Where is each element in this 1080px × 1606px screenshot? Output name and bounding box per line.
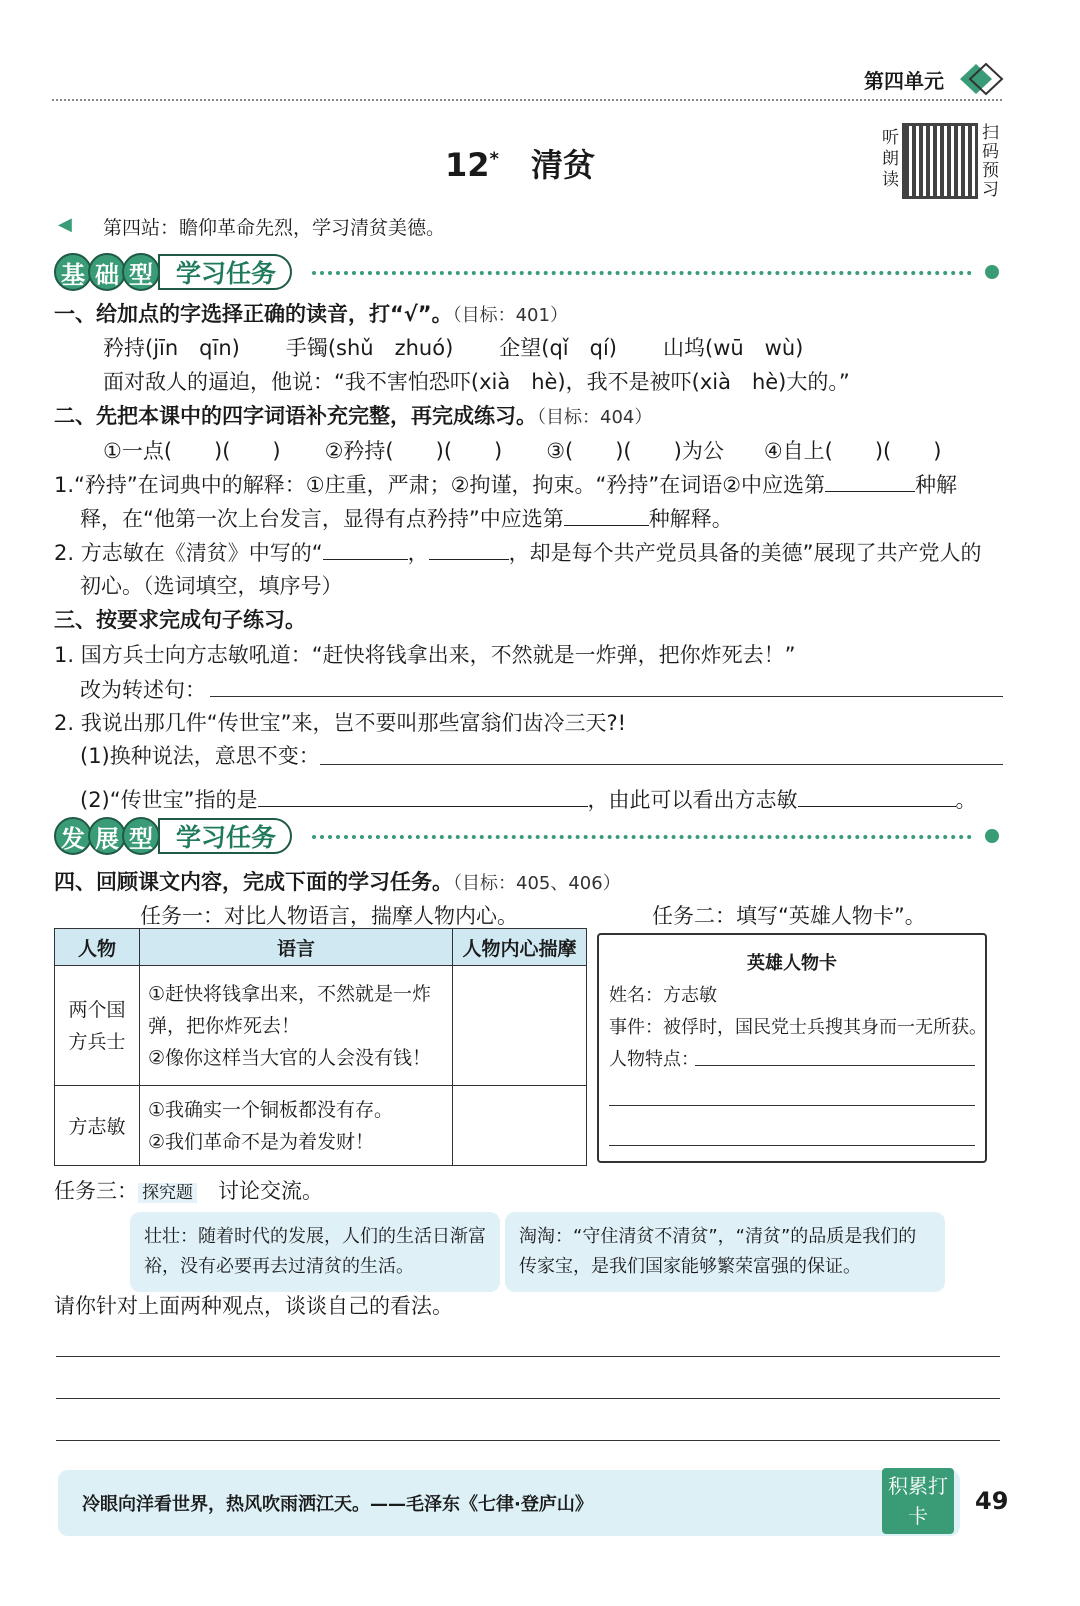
badge-char: 发 (54, 817, 92, 855)
q3-s1: 1. 国方兵士向方志敏吼道：“赶快将钱拿出来，不然就是一炸弹，把你炸死去！” (54, 643, 796, 667)
q3-s2a-label: (1)换种说法，意思不变： (80, 744, 320, 768)
q1-title-text: 一、给加点的字选择正确的读音，打“√”。 (54, 302, 453, 326)
section-label: 学习任务 (158, 254, 292, 290)
lesson-title (445, 140, 595, 186)
speech-line: ①赶快将钱拿出来，不然就是一炸弹，把你炸死去！ (148, 982, 432, 1037)
col-header: 人物 (55, 929, 140, 966)
q2-s2-text: ， (407, 541, 429, 565)
lesson-mark: * (489, 148, 499, 170)
discussion-prompt: 请你针对上面两种观点，谈谈自己的看法。 (54, 1294, 453, 1318)
task3-label: 任务三： (54, 1179, 138, 1203)
idiom-blank[interactable]: ①一点( )( ) (103, 439, 281, 463)
task1-label: 任务一：对比人物语言，揣摩人物内心。 (140, 904, 518, 928)
comparison-table (54, 928, 587, 1166)
q2-title-text: 二、先把本课中的四字词语补充完整，再完成练习。 (54, 404, 537, 428)
q2-title (54, 400, 652, 430)
q3-text: 。 (955, 788, 977, 812)
opinion-bubble: 淘淘：“守住清贫不清贫”，“清贫”的品质是我们的传家宝，是我们国家能够繁荣富强的保证。 (505, 1212, 945, 1292)
answer-line[interactable] (56, 1356, 1000, 1357)
idiom-blank[interactable]: ④自上( )( ) (763, 439, 942, 463)
speech-line: ②像你这样当大官的人会没有钱！ (148, 1046, 432, 1069)
table-row (55, 1086, 587, 1166)
q3-s2b (80, 784, 977, 814)
q1-row1 (103, 332, 803, 362)
station-text: 第四站：瞻仰革命先烈，学习清贫美德。 (103, 217, 446, 239)
q4-title-text: 四、回顾课文内容，完成下面的学习任务。 (54, 870, 453, 894)
idiom-blank[interactable]: ③( )( )为公 (546, 439, 724, 463)
answer-blank[interactable] (825, 474, 915, 492)
q4-title (54, 866, 621, 896)
answer-line[interactable] (320, 764, 1003, 765)
answer-line[interactable] (609, 1145, 975, 1146)
header-divider (52, 99, 1002, 101)
dotted-divider (312, 835, 972, 839)
task2-label: 任务二：填写“英雄人物卡”。 (652, 904, 926, 928)
col-header: 人物内心揣摩 (453, 929, 587, 966)
q3-text: (2)“传世宝”指的是 (80, 788, 258, 812)
lesson-name: 清贫 (530, 146, 595, 184)
col-header: 语言 (140, 929, 453, 966)
section-develop-header (54, 817, 292, 855)
footer-quote: 冷眼向洋看世界，热风吹雨洒江天。——毛泽东《七律·登庐山》 (82, 1494, 593, 1515)
answer-blank[interactable] (564, 508, 649, 526)
dotted-divider (312, 271, 972, 275)
q3-title: 三、按要求完成句子练习。 (54, 608, 306, 632)
answer-line[interactable] (210, 696, 1003, 697)
badge-char: 础 (88, 253, 126, 291)
badge-char: 展 (88, 817, 126, 855)
q2-s2-cont: 初心。（选词填空，填序号） (80, 574, 343, 598)
answer-blank[interactable] (429, 542, 509, 560)
q2-s1-cont (80, 503, 733, 533)
card-name: 姓名：方志敏 (609, 985, 717, 1006)
person-cell: 两个国方兵士 (55, 966, 140, 1086)
card-event: 事件：被俘时，国民党士兵搜其身而一无所获。 (609, 1017, 987, 1038)
answer-cell[interactable] (453, 1086, 587, 1166)
answer-line[interactable] (56, 1398, 1000, 1399)
q2-s2 (54, 537, 981, 567)
card-trait: 人物特点： (609, 1049, 699, 1070)
answer-blank[interactable] (323, 542, 408, 560)
q2-goal: （目标：404） (537, 407, 653, 428)
q3-text: ，由此可以看出方志敏 (587, 788, 798, 812)
hero-card (597, 933, 987, 1163)
answer-cell[interactable] (453, 966, 587, 1086)
badge-char: 型 (122, 253, 160, 291)
qr-right-label: 扫码预习 (982, 123, 999, 200)
idiom-blank[interactable]: ②矜持( )( ) (324, 439, 503, 463)
section-basic-header (54, 253, 292, 291)
answer-line[interactable] (695, 1065, 975, 1066)
answer-line[interactable] (609, 1105, 975, 1106)
dot-end (985, 265, 999, 279)
qr-code[interactable] (905, 126, 975, 196)
opinion-bubble: 壮壮：随着时代的发展，人们的生活日渐富裕，没有必要再去过清贫的生活。 (130, 1212, 500, 1292)
badge-char: 型 (122, 817, 160, 855)
card-title: 英雄人物卡 (747, 953, 837, 974)
answer-line[interactable] (56, 1440, 1000, 1441)
megaphone-icon: ◀ (58, 214, 72, 235)
q2-s1-text: 种解 (915, 473, 958, 497)
dot-end (985, 829, 999, 843)
page-number: 49 (975, 1487, 1009, 1515)
person-cell: 方志敏 (55, 1086, 140, 1166)
answer-blank[interactable] (258, 789, 588, 807)
accumulate-badge: 积累打卡 (882, 1468, 954, 1534)
q2-s2-text: ，却是每个共产党员具备的美德”展现了共产党人的 (508, 541, 982, 565)
pinyin-option[interactable]: 手镯(shǔ zhuó) (285, 336, 454, 360)
speech-line: ②我们革命不是为着发财！ (148, 1130, 375, 1153)
pinyin-option[interactable]: 山坞(wū wù) (663, 336, 804, 360)
q2-items (103, 435, 941, 465)
q2-s1 (54, 469, 957, 499)
speech-line: ①我确实一个铜板都没有存。 (148, 1098, 394, 1121)
section-label: 学习任务 (158, 818, 292, 854)
q3-s1-label: 改为转述句： (80, 678, 206, 702)
q4-goal: （目标：405、406） (453, 873, 621, 894)
task3 (54, 1175, 323, 1205)
q2-s1-text: 释，在“他第一次上台发言，显得有点矜持”中应选第 (80, 507, 564, 531)
q1-goal: （目标：401） (452, 305, 568, 326)
qr-left-label: 听朗读 (882, 128, 899, 190)
lesson-number: 12 (445, 146, 490, 184)
q2-s1-text: 1.“矜持”在词典中的解释：①庄重，严肃；②拘谨，拘束。“矜持”在词语②中应选第 (54, 473, 826, 497)
q2-s1-text: 种解释。 (648, 507, 733, 531)
pinyin-option[interactable]: 矜持(jīn qīn) (103, 336, 240, 360)
q3-s2: 2. 我说出那几件“传世宝”来，岂不要叫那些富翁们齿冷三天?! (54, 711, 627, 735)
answer-blank[interactable] (798, 789, 956, 807)
task3-text: 讨论交流。 (218, 1179, 323, 1203)
badge-char: 基 (54, 253, 92, 291)
q2-s2-text: 2. 方志敏在《清贫》中写的“ (54, 541, 323, 565)
diamond-icon (956, 62, 1004, 96)
pinyin-option[interactable]: 企望(qǐ qí) (499, 336, 617, 360)
task3-tag: 探究题 (138, 1183, 197, 1203)
table-row (55, 966, 587, 1086)
q1-row2[interactable]: 面对敌人的逼迫，他说：“我不害怕恐吓(xià hè)，我不是被吓(xià hè)大的。” (103, 370, 850, 394)
q1-title (54, 298, 568, 328)
unit-label: 第四单元 (864, 69, 944, 93)
